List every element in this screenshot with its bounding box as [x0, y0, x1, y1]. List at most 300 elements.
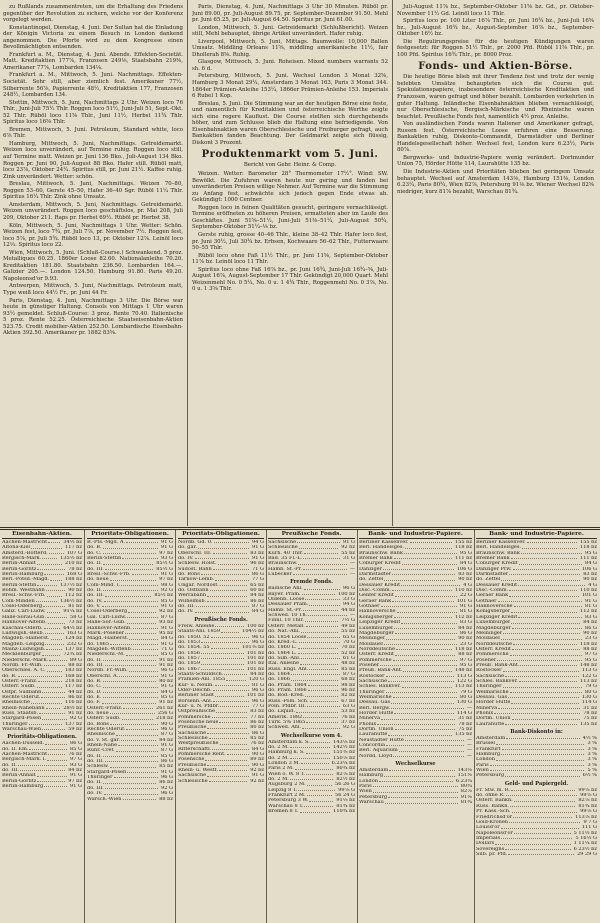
leader-dots	[45, 631, 64, 634]
leader-dots	[126, 652, 158, 655]
news-paragraph: Konstantinopel, Dienstag, 4. Juni. Der Sultan hat die Einladung der Königin Victoria zu einem Besuch in London dankend angenommen. Die Pforte wird zu dem Kongresse einen Bevollmächtigten entsenden.	[3, 24, 183, 51]
quote-value: 91 G	[161, 673, 173, 679]
quote-value: 112 bz	[455, 614, 472, 620]
quote-value: 118 bz	[455, 545, 472, 551]
quote-name: Warschau	[359, 800, 384, 806]
quote-value: 44 bz	[341, 607, 355, 613]
quote-name: Hannover-Altenb.	[87, 625, 132, 631]
leader-dots	[505, 674, 579, 677]
leader-dots	[103, 588, 158, 591]
quote-name: Berl. Bergw.	[359, 705, 391, 711]
leader-dots	[521, 551, 582, 554]
quote-name: Königsberger	[476, 609, 511, 615]
quote-value: 90 G	[161, 721, 173, 727]
quote-value: 135 bz	[455, 732, 472, 738]
quote-name: do. 1856	[178, 650, 201, 656]
quote-value: 99⅝ G	[580, 793, 597, 799]
quote-value: 113⅞ bz	[575, 814, 597, 820]
leader-dots	[509, 588, 577, 591]
quote-name: Paris	[476, 762, 489, 768]
leader-dots	[506, 793, 578, 796]
table-subtitle: Bank-Diskonto in:	[510, 729, 563, 736]
quote-name: Werrabahn	[178, 593, 207, 599]
quote-value: 86 G	[585, 625, 597, 631]
table-prussian-foreign-funds	[268, 531, 355, 921]
quote-name: London	[476, 757, 495, 763]
leader-dots	[305, 618, 339, 621]
quote-value: 28½ bz	[63, 705, 82, 711]
leader-dots	[103, 561, 153, 564]
quote-name: Russ. Staatsb.	[2, 711, 39, 716]
quote-value: —	[467, 748, 472, 754]
leader-dots	[510, 652, 582, 655]
leader-dots	[402, 561, 457, 564]
quote-value: —	[350, 572, 355, 578]
leader-dots	[393, 754, 464, 757]
quote-value: 130 G	[581, 694, 597, 700]
leader-dots	[392, 572, 455, 575]
quote-name: London	[359, 778, 378, 784]
leader-dots	[508, 852, 574, 855]
leader-dots	[220, 741, 248, 744]
quote-name: Preuß. Bank-Ant.	[359, 668, 403, 674]
quote-name: Weimarische	[359, 694, 392, 700]
quote-value: 5 16½ G	[575, 835, 597, 841]
leader-dots	[211, 635, 249, 638]
quote-value: —	[467, 737, 472, 743]
quote-name: Schlesw.	[87, 764, 109, 770]
leader-dots	[402, 684, 452, 687]
quote-value: 55 bz	[341, 550, 355, 556]
quote-value: 101⅜ bz	[242, 645, 264, 651]
leader-dots	[126, 727, 158, 730]
quote-name: Warschau-Wien	[2, 727, 42, 733]
leader-dots	[308, 683, 339, 686]
leader-dots	[405, 545, 452, 548]
quote-value: 122 G	[456, 678, 472, 684]
quote-name: Luxemburger	[476, 620, 511, 626]
quote-name: Sächsische	[178, 773, 207, 779]
leader-dots	[513, 815, 572, 818]
leader-dots	[207, 731, 249, 734]
quote-name: Amsterdam	[476, 736, 506, 742]
leader-dots	[511, 700, 578, 703]
quote-name: Staats-Schuldsch.	[178, 671, 224, 677]
quote-name: Dollars	[476, 841, 495, 847]
leader-dots	[18, 674, 62, 677]
leader-dots	[29, 747, 67, 750]
quote-row	[268, 725, 355, 730]
quote-name: Nordb. Fr.-Wilh.	[87, 668, 128, 674]
quote-name: Halle-Sorau-Gub.	[2, 614, 46, 620]
quote-value: 150⅞ bz	[333, 755, 355, 761]
news-paragraph: Die Regulirungspreise für die heutigen Kündigungen waren festgesetzt: für Roggen 51½ Thlr., pr. 2000 Pfd. Rüböl 11⅝ Thlr., pr. 100 Pfd. Spiritus 16¾ Thlr., pr. 8000 Proz.	[397, 38, 594, 58]
quote-value: 142½ bz	[333, 745, 355, 751]
quote-name: Friedrichsd'or	[476, 814, 513, 820]
quote-name: do. V.	[87, 604, 101, 610]
leader-dots	[502, 747, 585, 750]
quote-value: 87 G	[252, 604, 264, 610]
leader-dots	[212, 747, 249, 750]
leader-dots	[311, 740, 330, 743]
leader-dots	[512, 647, 580, 650]
leader-dots	[105, 593, 152, 596]
quote-value: 96 bz	[341, 687, 355, 693]
quote-value: 96 G	[252, 634, 264, 640]
quote-name: Dessauer Präm.	[268, 602, 309, 608]
quote-value: 90 bz	[458, 577, 472, 583]
table-rule	[357, 530, 358, 923]
leader-dots	[410, 540, 452, 543]
leader-dots	[47, 668, 62, 671]
quote-name: Hörder Hütte	[359, 711, 394, 716]
leader-dots	[103, 684, 159, 687]
quote-value: 256 G	[157, 711, 173, 716]
quote-value: 96 G	[161, 791, 173, 797]
quote-name: Laurahütte	[359, 732, 388, 738]
table-priority-bonds	[87, 531, 173, 921]
leader-dots	[509, 820, 580, 823]
quote-name: Meininger	[359, 636, 386, 642]
leader-dots	[490, 763, 585, 766]
quote-value: 89 bz	[250, 757, 264, 763]
leader-dots	[201, 667, 244, 670]
quote-value: 34½ bz	[63, 540, 82, 545]
quote-value: 91 G	[161, 641, 173, 647]
leader-dots	[381, 604, 457, 607]
quote-value: 56 26 G	[335, 782, 355, 788]
news-paragraph: Bremen, Mittwoch, 5. Juni. Petroleum, Standard white, loco 6⅞ Thlr.	[3, 126, 183, 140]
quote-value: 4½ %	[582, 736, 597, 742]
leader-dots	[127, 620, 156, 623]
quote-name: Berliner Kassenver.	[359, 540, 409, 545]
news-paragraph: Hamburg, Mittwoch, 5. Juni, Nachmittags. Getreidemarkt. Weizen loco unverändert, auf Termine ruhig. Roggen loco still, auf Termine matt. Weizen pr. Juni 136 Bko., Juli-August 134 Bko. Roggen pr. Juni 90, Juli-August 88 Bko. Hafer still. Rüböl matt, loco 23⅞, Oktober 24¼. Spiritus still, pr. Juni 21½. Kaffee ruhig. Zink unverändert. Wetter: schön.	[3, 140, 183, 180]
quote-value: 70 G	[343, 639, 355, 645]
leader-dots	[498, 599, 582, 602]
leader-dots	[307, 793, 332, 796]
quote-value: 90 bz	[583, 630, 597, 636]
leader-dots	[48, 620, 65, 623]
leader-dots	[510, 804, 575, 807]
leader-dots	[306, 720, 338, 723]
quote-name: Berlin-Hamburg	[2, 784, 44, 790]
quote-value: 78 bz	[583, 711, 597, 716]
quote-name: Schlesische	[178, 736, 208, 742]
quote-name: Schwed. 10 Th.	[268, 613, 308, 619]
quote-value: 89 G	[70, 657, 82, 663]
leader-dots	[133, 647, 158, 650]
quote-name: Österr. Kredit	[476, 646, 511, 652]
leader-dots	[290, 756, 330, 759]
news-paragraph: Köln, Mittwoch, 5. Juni, Nachmittags 1 Uhr. Wetter: Schön. Weizen fest, loco 7¾, pr. Juli 7⅞, pr. November 7½. Roggen fest, loco 5⅞, pr. Juli 5¾. Rüböl loco 13, pr. Oktober 12⅞. Leinöl loco 12⅓. Spiritus loco 22.	[3, 222, 183, 249]
quote-value: 87 G	[343, 671, 355, 677]
quote-name: do. II.	[87, 657, 102, 663]
quote-name: do. III.	[87, 662, 104, 668]
leader-dots	[37, 561, 62, 564]
leader-dots	[514, 831, 571, 834]
leader-dots	[215, 624, 244, 627]
quote-name: do. Liquid.	[268, 709, 296, 715]
quote-row	[2, 784, 82, 789]
leader-dots	[207, 725, 247, 728]
quote-name: Posensche	[178, 757, 205, 763]
quote-value: 210 bz	[65, 561, 82, 567]
quote-value: 3 %	[587, 757, 597, 763]
quote-value: 31 G	[343, 556, 355, 562]
quote-value: 87 G	[161, 732, 173, 738]
quote-name: Bremen 8 T.	[268, 809, 299, 815]
quote-value: 37 bz	[341, 720, 355, 725]
quote-name: do. III.	[87, 759, 104, 765]
leader-dots	[497, 658, 582, 661]
quote-value: 82⅞ bz	[578, 798, 597, 804]
quote-name: do. Silb.-Anl.	[268, 655, 301, 661]
quote-name: Frankfurt 2 M.	[268, 793, 306, 799]
quote-name: Österr. Kredit	[359, 652, 394, 658]
quote-name: Silb. pr. Pfd.	[476, 851, 508, 857]
quote-value: 113 G	[581, 668, 597, 674]
quote-name: Danziger Priv.	[476, 566, 512, 572]
quote-name: do. Zettel	[359, 577, 384, 583]
leader-dots	[213, 688, 249, 691]
quote-value: 84 bz	[583, 620, 597, 626]
quote-value: 22 G	[460, 593, 472, 599]
quote-name: Berlin-Görlitz	[2, 778, 37, 784]
quote-name: Pommersche	[359, 657, 392, 663]
quote-name: B.-Pts.-Mgd. A.	[87, 540, 126, 545]
quote-name: do. Präm. 1866	[268, 687, 307, 693]
quote-name: Galiz. Carl-Ludw.	[2, 609, 46, 615]
quote-name: Pommersche	[178, 714, 211, 720]
quote-value: 79 G	[460, 689, 472, 695]
quote-name: Norddeutsche	[359, 646, 395, 652]
quote-name: do. F.	[87, 700, 101, 706]
leader-dots	[123, 706, 153, 709]
quote-value: 4 G	[588, 582, 597, 588]
quote-value: 100 bz	[338, 591, 355, 597]
leader-dots	[373, 784, 458, 787]
leader-dots	[305, 693, 338, 696]
leader-dots	[127, 615, 158, 618]
leader-dots	[508, 695, 579, 698]
quote-name: do. neue	[87, 577, 109, 583]
quote-name: Minerva	[359, 716, 381, 722]
quote-name: Neustädter Hütte	[359, 737, 404, 743]
quote-value: 84 G	[161, 636, 173, 642]
leader-dots	[305, 597, 340, 600]
quote-name: Frankfurt	[476, 746, 501, 752]
leader-dots	[298, 651, 339, 654]
exchange-report-title: Fonds- und Aktien-Börse.	[418, 61, 573, 73]
table-title: Bank- und Industrie-Papiere.	[359, 531, 472, 539]
leader-dots	[519, 679, 577, 682]
quote-value: 77 G	[252, 703, 264, 709]
quote-value: 118 bz	[580, 545, 597, 551]
quote-value: 137 bz	[65, 721, 82, 727]
quote-name: do. Bod.-Kred.	[268, 693, 305, 699]
news-paragraph: Paris, Dienstag, 4. Juni, Nachmittags 3 Uhr. Die Börse war heute in günstiger Haltung. Consols von Mittags 1 Uhr waren 93½ gemeldet. Schluß-Course: 3 proz. Rente 70.40. Italienische 5 proz. Rente 52.25. Österreichische Staatseisenbahn-Aktien 523.75. Credit mobilier-Aktien 252.50. Lombardische Eisenbahn-Aktien 392.50. Amerikaner pr. 1882 83⅝.	[3, 297, 183, 337]
quote-name: Halle-Sor.-Gub.	[87, 620, 126, 626]
leader-dots	[512, 626, 582, 629]
quote-row	[359, 800, 472, 805]
quote-value: 136½ bz	[60, 598, 82, 604]
quote-name: Rhein-Nahebahn	[2, 705, 45, 711]
quote-value: 94 G	[343, 602, 355, 608]
leader-dots	[490, 768, 585, 771]
quote-row	[476, 722, 597, 727]
quote-name: Niederschl.-M.	[87, 652, 125, 658]
quote-value: 83 G	[585, 614, 597, 620]
quote-value: 143⅛ bz	[333, 739, 355, 745]
leader-dots	[44, 663, 65, 666]
quote-value: 80¾ bz	[336, 766, 355, 772]
quote-name: Phönix	[359, 721, 377, 727]
quote-value: 75 bz	[583, 716, 597, 722]
quote-value: 99⅞ G	[338, 787, 355, 793]
leader-dots	[209, 779, 247, 782]
leader-dots	[501, 836, 572, 839]
leader-dots	[386, 636, 455, 639]
quote-value: 78 bz	[458, 721, 472, 727]
quote-name: Moldauer	[476, 636, 501, 642]
leader-dots	[133, 626, 158, 629]
quote-value: 104½ bz	[242, 629, 264, 635]
quote-name: Russ.-Poln. Sch.	[268, 698, 309, 704]
leader-dots	[196, 604, 249, 607]
leader-dots	[37, 567, 65, 570]
leader-dots	[37, 583, 57, 586]
quote-name: Prämien-Anl. 1855	[178, 677, 226, 683]
quote-name: Rechte Oderuf.	[87, 727, 126, 733]
quote-value: 218 bz	[65, 678, 82, 684]
leader-dots	[31, 700, 62, 703]
quote-name: Paris 2 M.	[268, 766, 294, 772]
leader-dots	[306, 624, 338, 627]
leader-dots	[49, 658, 67, 661]
quote-name: do. B.	[87, 678, 102, 684]
quote-name: Aachen-Mastricht	[2, 540, 48, 545]
quote-value: 91 G	[70, 773, 82, 779]
quote-name: Bayer. Präm.	[268, 591, 301, 597]
quote-value: 101 G	[456, 598, 472, 604]
quote-name: Sächsische	[359, 678, 388, 684]
quote-name: do. Nat.-Anl.	[268, 629, 300, 635]
quote-name: Stargard-Posen	[87, 769, 127, 775]
leader-dots	[201, 651, 244, 654]
quote-value: 61 G	[343, 655, 355, 661]
leader-dots	[298, 788, 335, 791]
quote-name: Disc.-Comm.	[476, 588, 509, 594]
leader-dots	[36, 599, 58, 602]
quote-name: Magdeb.-Wittenb.	[87, 646, 133, 652]
leader-dots	[20, 768, 65, 771]
quote-name: Österr. Bankn.	[476, 798, 513, 804]
news-column-2	[192, 4, 388, 526]
leader-dots	[513, 642, 577, 645]
leader-dots	[505, 847, 570, 850]
leader-dots	[296, 709, 338, 712]
market-paragraph: Roggen loco in feinen Qualitäten gesucht, geringere vernachlässigt. Termine eröffneten zu höheren Preisen, ermatteten aber im Laufe des Geschäftes. Juni 51⅝–51½, Juni-Juli 51⅜–51¼, Juli-August 50¾, September-Oktober 51¼–⅛ bz.	[192, 204, 388, 231]
quote-row	[268, 809, 355, 814]
quote-value: 95 G	[460, 662, 472, 668]
exchange-paragraph: Bergwerks- und Industrie-Papiere wenig verändert. Dortmunder Union 75, Hörder Hütte 114, Laurahütte 135 bz.	[397, 154, 594, 168]
quote-name: Türk. 5% 1865	[268, 720, 306, 725]
quote-name: Westpreußische	[178, 741, 219, 747]
table-title: Eisenbahn-Aktien.	[2, 531, 82, 539]
quote-value: 100 bz	[247, 623, 264, 629]
quote-value: 92 G	[70, 716, 82, 722]
quote-name: Cosel-Oderberg	[87, 609, 128, 615]
quote-name: Österr. Südb.	[87, 716, 121, 722]
exchange-paragraph: Von ausländischen Fonds waren Italiener und Amerikaner gefragt, Russen fest. Österreichische Loose erfuhren eine Besserung. Bankaktien ruhig, Diskonto-Commandit, Darmstädter und Berliner Handelsgesellschaft höher. Wechsel fest, London kurz 6.23½, Paris 80⅞.	[397, 121, 594, 154]
quote-name: do. IV.	[178, 556, 194, 562]
quote-value: 90 bz	[583, 577, 597, 583]
leader-dots	[103, 679, 157, 682]
news-paragraph: London, Mittwoch, 5. Juni. Getreidemarkt (Schlußbericht). Weizen still, Mehl behauptet, übrige Artikel unverändert. Hafer ruhig.	[192, 24, 388, 38]
quote-name: Thüringer	[359, 689, 385, 695]
quote-value: 101 G	[581, 593, 597, 599]
quote-name: do. Präm. 1864	[268, 682, 307, 688]
quote-name: do. C.	[87, 550, 102, 556]
quote-value: 135½ bz	[60, 556, 82, 562]
quote-value: 97 bz	[159, 577, 173, 583]
quote-value: 117 bz	[65, 545, 82, 551]
leader-dots	[48, 540, 60, 543]
quote-name: do. B.	[87, 545, 102, 551]
quote-name: Augsburg 2 M.	[268, 782, 306, 788]
quote-name: Petersburg 3 W.	[268, 798, 309, 804]
quote-value: 81 G	[460, 609, 472, 615]
quote-value: 120 G	[248, 677, 264, 683]
leader-dots	[498, 706, 580, 709]
quote-value: 101 bz	[247, 666, 264, 672]
leader-dots	[522, 545, 577, 548]
leader-dots	[103, 754, 158, 757]
quote-value: 85 bz	[341, 666, 355, 672]
quote-value: 5 11½ bz	[573, 830, 597, 836]
leader-dots	[506, 736, 579, 739]
quote-name: do. 2 M.	[268, 745, 289, 751]
quote-name: do. III.	[2, 768, 19, 774]
leader-dots	[212, 715, 248, 718]
leader-dots	[102, 604, 158, 607]
quote-value: 117 bz	[65, 684, 82, 690]
quote-name: Pommersche	[476, 652, 509, 658]
quote-name: Moldauer	[359, 641, 384, 647]
quote-name: Schles. Bankver.	[359, 684, 401, 690]
leader-dots	[210, 588, 248, 591]
quote-name: Oberschl. III.	[178, 550, 212, 556]
leader-dots	[41, 695, 65, 698]
leader-dots	[396, 647, 452, 650]
quote-value: 95 G	[585, 657, 597, 663]
leader-dots	[219, 768, 247, 771]
quote-name: Amerik. 1882	[268, 714, 303, 720]
quote-name: Brüssel	[476, 741, 495, 747]
quote-value: 95 bz	[159, 630, 173, 636]
quote-value: 65 G	[343, 634, 355, 640]
leader-dots	[291, 677, 338, 680]
quote-value: 96 bz	[250, 561, 264, 567]
quote-name: Dessau. Gas	[359, 700, 391, 706]
quote-name: Ital. Anleihe	[268, 661, 299, 667]
quote-name: Kaschau-Oderb.	[2, 625, 43, 631]
leader-dots	[303, 608, 338, 611]
leader-dots	[126, 540, 158, 543]
quote-value: 84 bz	[159, 737, 173, 743]
leader-dots	[399, 748, 464, 751]
quote-value: 80¾	[460, 784, 472, 790]
